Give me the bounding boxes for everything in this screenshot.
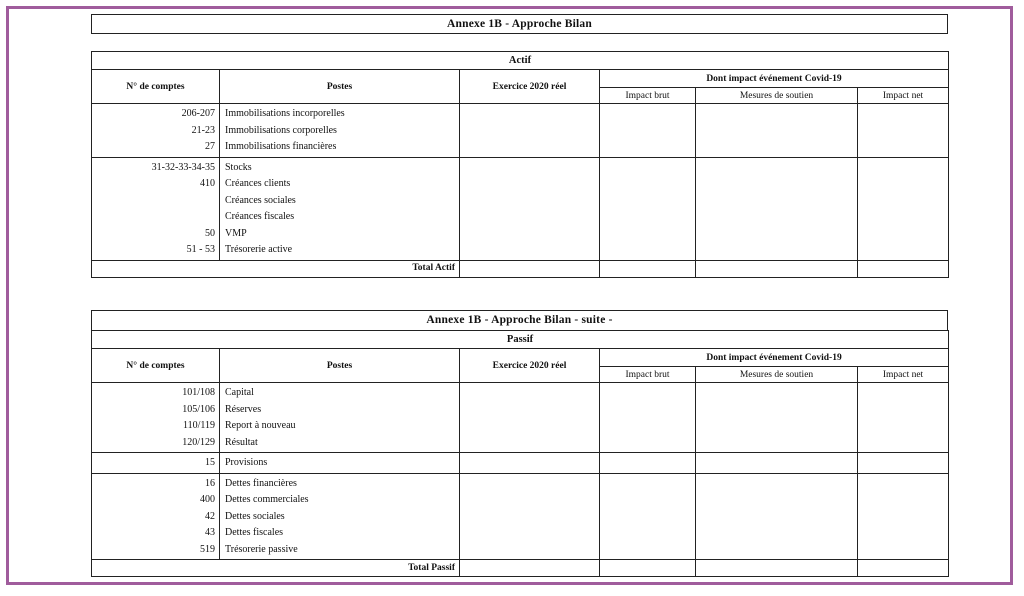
- value-cell: [696, 453, 858, 474]
- value-cell: [600, 473, 696, 560]
- account-number: 27: [205, 141, 215, 152]
- account-number: 42: [205, 510, 215, 522]
- total-actif-cell: [600, 260, 696, 277]
- table-row-group: [92, 104, 949, 158]
- total-actif-cell: [696, 260, 858, 277]
- total-actif-label: Total Actif: [92, 260, 460, 277]
- header-mesures: Mesures de soutien: [696, 367, 858, 383]
- header-impact: Dont impact événement Covid-19: [600, 349, 949, 367]
- poste-label: Créances fiscales: [225, 211, 295, 222]
- poste-label: Dettes fiscales: [225, 527, 284, 538]
- account-number: 51 - 53: [186, 244, 215, 255]
- poste-label: Trésorerie passive: [225, 543, 298, 555]
- total-passif-cell: [460, 560, 600, 577]
- table-row-group: [92, 453, 949, 474]
- poste-label: Créances sociales: [225, 194, 296, 206]
- poste-label: Immobilisations incorporelles: [225, 108, 345, 119]
- total-actif-cell: [460, 260, 600, 277]
- header-exercice: Exercice 2020 réel: [460, 349, 600, 383]
- table-row-group: [92, 157, 949, 260]
- total-passif-cell: [858, 560, 949, 577]
- poste-label: Stocks: [225, 161, 252, 173]
- poste-label: Provisions: [225, 457, 268, 468]
- value-cell: [600, 157, 696, 260]
- passif-table-wrap: [91, 310, 948, 577]
- poste-label: Trésorerie active: [225, 244, 293, 255]
- account-number: 101/108: [182, 387, 215, 398]
- passif-section-title: Passif: [92, 331, 949, 349]
- account-number: 400: [200, 494, 215, 505]
- value-cell: [600, 453, 696, 474]
- poste-label: Immobilisations corporelles: [225, 124, 337, 136]
- account-number: 21-23: [191, 124, 215, 136]
- value-cell: [600, 383, 696, 453]
- postes-cell: [220, 104, 460, 158]
- accounts-cell: [92, 473, 220, 560]
- poste-label: Créances clients: [225, 178, 291, 189]
- total-actif-cell: [858, 260, 949, 277]
- accounts-cell: [92, 383, 220, 453]
- value-cell: [460, 383, 600, 453]
- accounts-cell: [92, 104, 220, 158]
- account-number: 15: [205, 457, 215, 468]
- total-passif-cell: [696, 560, 858, 577]
- table-row-group: [92, 473, 949, 560]
- account-number: [92, 193, 215, 210]
- value-cell: [696, 157, 858, 260]
- table-row-group: [92, 383, 949, 453]
- postes-cell: [220, 383, 460, 453]
- account-number: 105/106: [182, 403, 215, 415]
- value-cell: [858, 104, 949, 158]
- passif-table: [91, 330, 949, 577]
- poste-label: Réserves: [225, 403, 262, 415]
- annexe-actif-title: Annexe 1B - Approche Bilan: [91, 14, 948, 34]
- header-postes: Postes: [220, 70, 460, 104]
- value-cell: [696, 473, 858, 560]
- poste-label: VMP: [225, 227, 247, 239]
- poste-label: Dettes sociales: [225, 510, 285, 522]
- total-passif-label: Total Passif: [92, 560, 460, 577]
- value-cell: [460, 453, 600, 474]
- annexe-actif: [91, 14, 948, 34]
- header-impact: Dont impact événement Covid-19: [600, 70, 949, 88]
- header-exercice: Exercice 2020 réel: [460, 70, 600, 104]
- value-cell: [858, 157, 949, 260]
- value-cell: [696, 104, 858, 158]
- header-postes: Postes: [220, 349, 460, 383]
- postes-cell: [220, 453, 460, 474]
- value-cell: [858, 453, 949, 474]
- total-passif-cell: [600, 560, 696, 577]
- value-cell: [460, 104, 600, 158]
- account-number: [92, 209, 215, 226]
- header-impact-net: Impact net: [858, 88, 949, 104]
- poste-label: Dettes commerciales: [225, 494, 309, 505]
- header-impact-brut: Impact brut: [600, 88, 696, 104]
- actif-section-title: Actif: [92, 52, 949, 70]
- header-accounts: N° de comptes: [92, 70, 220, 104]
- account-number: 50: [205, 227, 215, 239]
- header-impact-net: Impact net: [858, 367, 949, 383]
- actif-body: [92, 104, 949, 261]
- value-cell: [858, 473, 949, 560]
- account-number: 410: [200, 178, 215, 189]
- actif-table-wrap: [91, 51, 948, 278]
- accounts-cell: [92, 453, 220, 474]
- postes-cell: [220, 157, 460, 260]
- account-number: 120/129: [182, 436, 215, 448]
- poste-label: Résultat: [225, 436, 258, 448]
- value-cell: [858, 383, 949, 453]
- poste-label: Immobilisations financières: [225, 141, 337, 152]
- header-accounts: N° de comptes: [92, 349, 220, 383]
- header-impact-brut: Impact brut: [600, 367, 696, 383]
- header-mesures: Mesures de soutien: [696, 88, 858, 104]
- account-number: 519: [200, 543, 215, 555]
- poste-label: Capital: [225, 387, 254, 398]
- value-cell: [696, 383, 858, 453]
- poste-label: Dettes financières: [225, 477, 297, 489]
- annexe-passif-title: Annexe 1B - Approche Bilan - suite -: [91, 310, 948, 330]
- value-cell: [460, 157, 600, 260]
- value-cell: [600, 104, 696, 158]
- account-number: 16: [205, 477, 215, 489]
- postes-cell: [220, 473, 460, 560]
- account-number: 110/119: [182, 420, 215, 431]
- value-cell: [460, 473, 600, 560]
- accounts-cell: [92, 157, 220, 260]
- actif-table: [91, 51, 949, 278]
- passif-body: [92, 383, 949, 560]
- account-number: 206-207: [181, 108, 215, 119]
- account-number: 31-32-33-34-35: [151, 161, 215, 173]
- account-number: 43: [205, 527, 215, 538]
- poste-label: Report à nouveau: [225, 420, 296, 431]
